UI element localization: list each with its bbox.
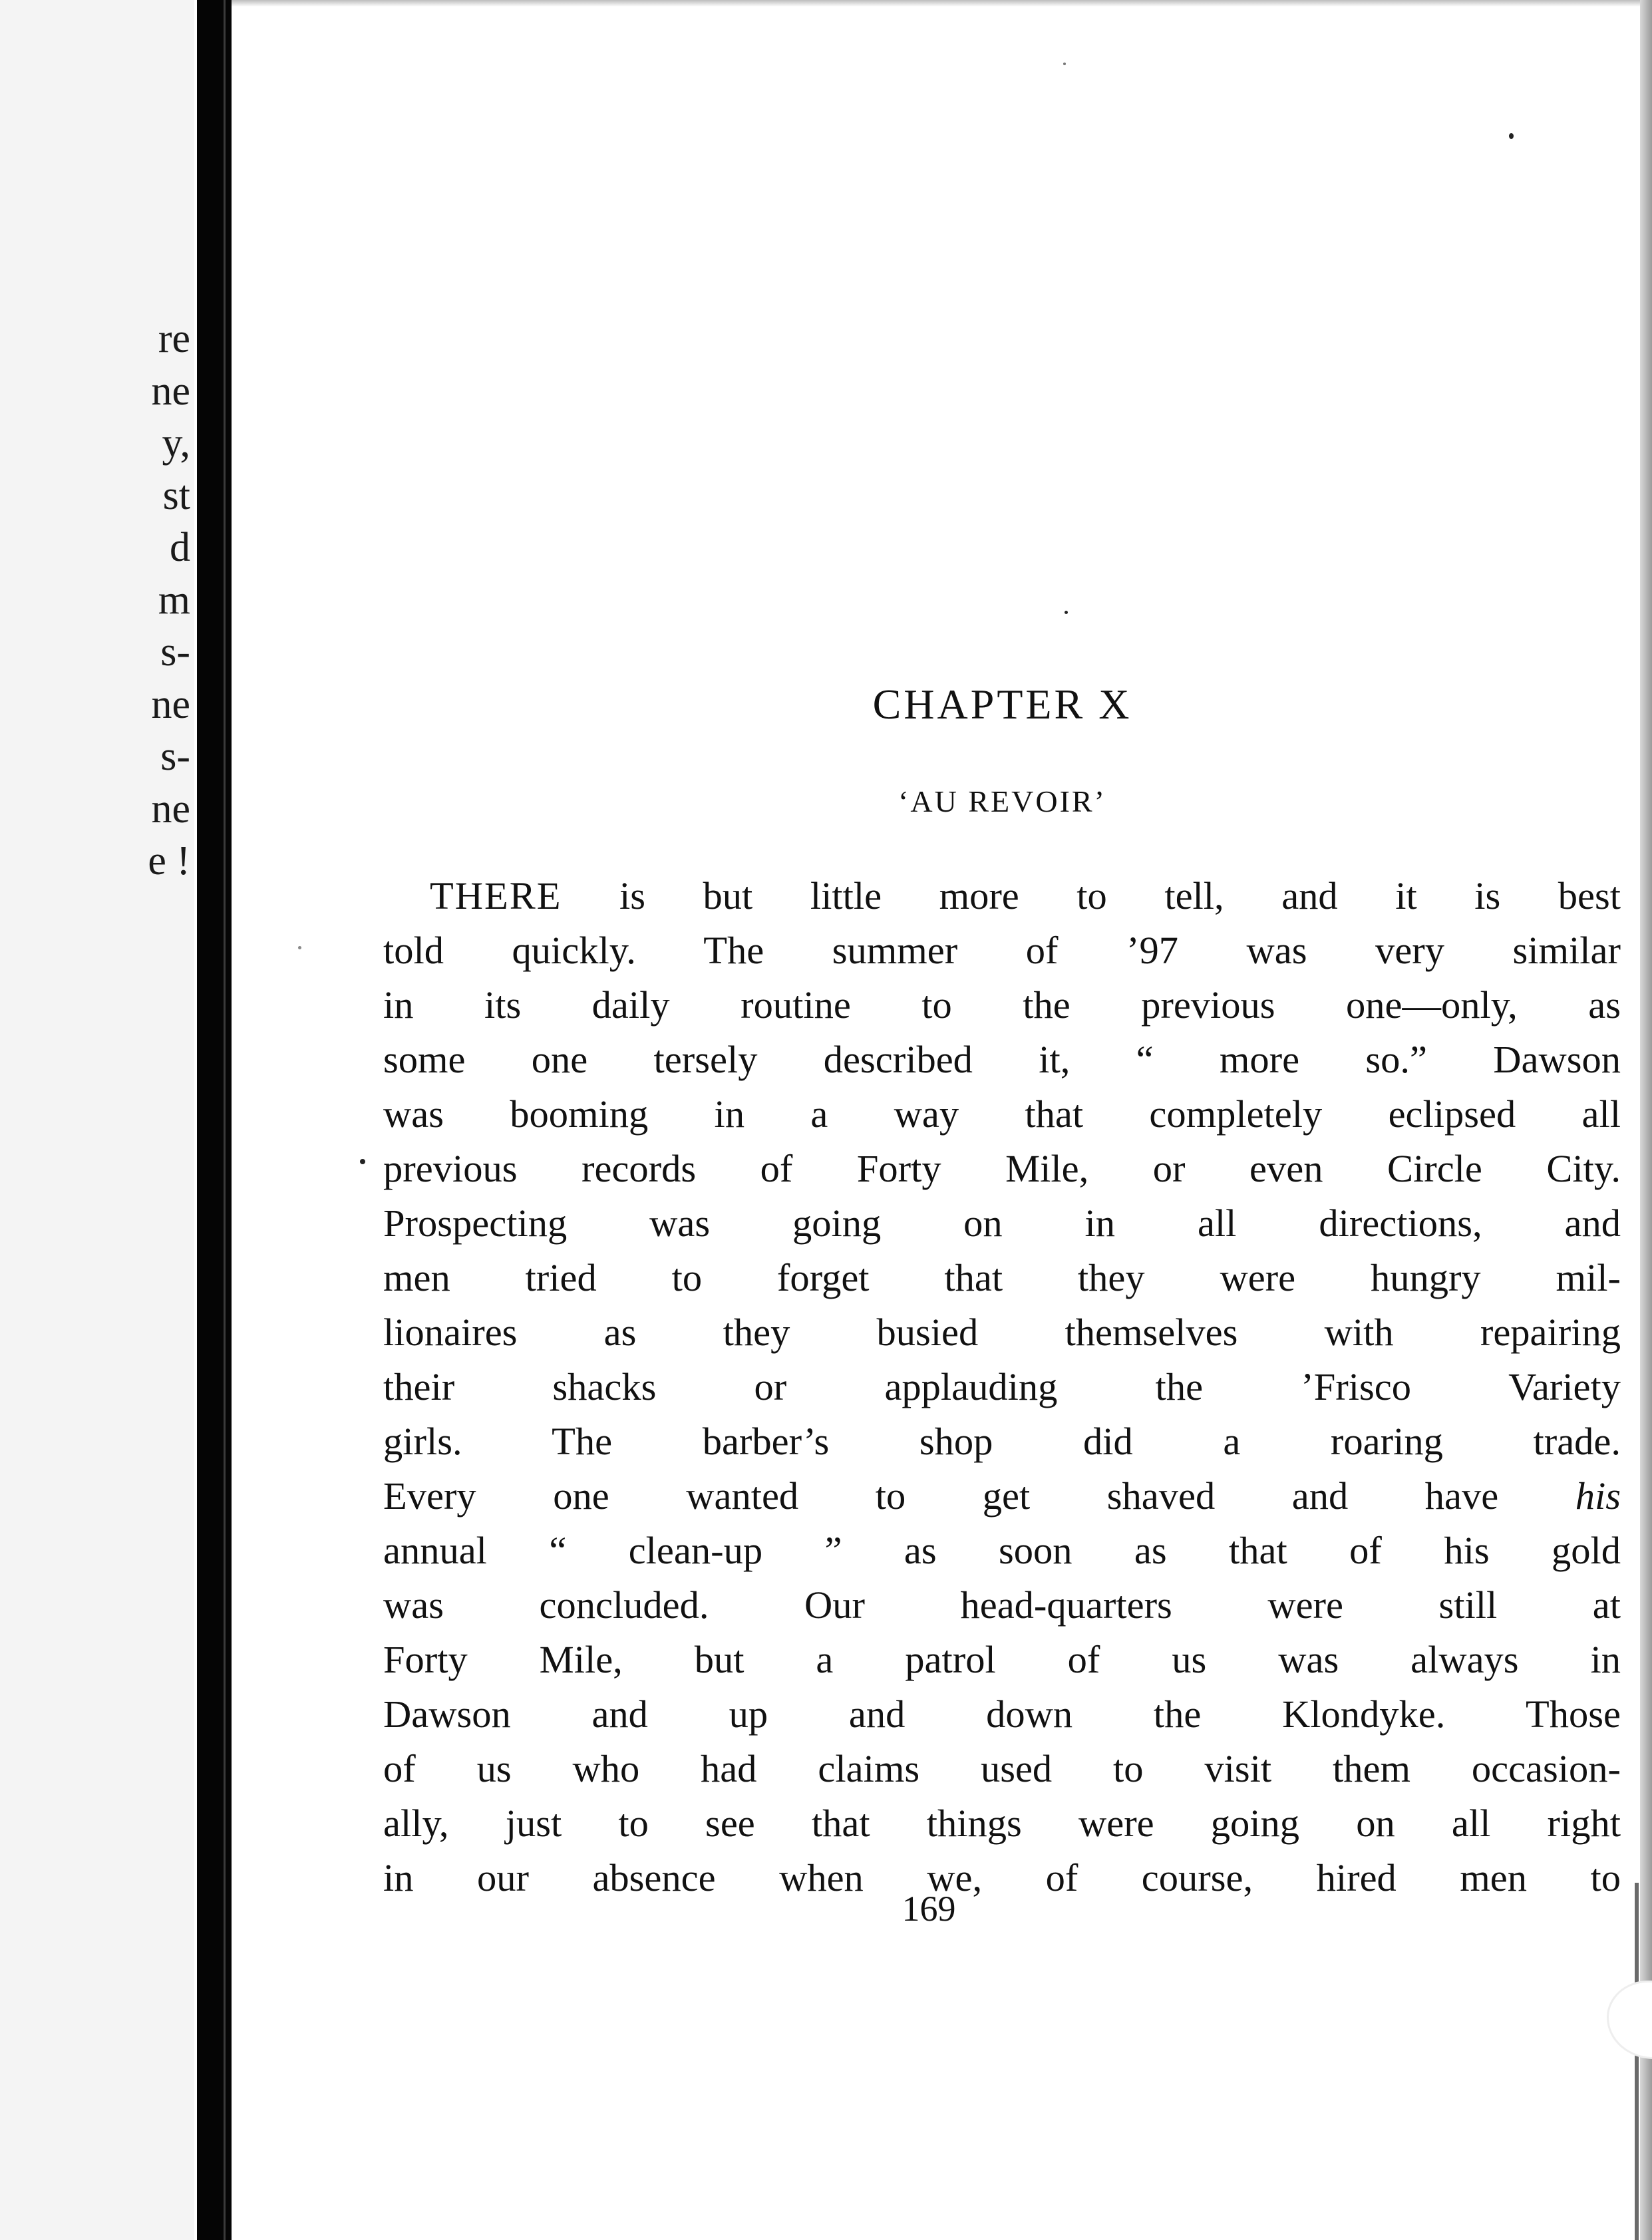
ink-speck bbox=[1065, 611, 1068, 614]
ink-speck bbox=[360, 1159, 365, 1164]
page-right-edge bbox=[1640, 0, 1652, 2240]
body-line: Dawson and up and down the Klondyke. Those bbox=[383, 1692, 1621, 1736]
body-line: in its daily routine to the previous one—only, as bbox=[383, 983, 1621, 1027]
body-line: told quickly. The summer of ’97 was very similar bbox=[383, 929, 1621, 972]
body-line bbox=[383, 869, 1621, 923]
body-line bbox=[383, 1469, 1621, 1523]
chapter-subtitle: ‘AU REVOIR’ bbox=[898, 784, 1106, 818]
body-line: annual “ clean-up ” as soon as that of his gold bbox=[383, 1529, 1621, 1572]
body-line-text: is but little more to tell, and it is best bbox=[562, 874, 1621, 917]
body-line: Forty Mile, but a patrol of us was always in bbox=[383, 1638, 1621, 1681]
body-line: ally, just to see that things were going on all right bbox=[383, 1802, 1621, 1845]
body-line: lionaires as they busied themselves with repairing bbox=[383, 1311, 1621, 1354]
book-gutter bbox=[197, 0, 232, 2240]
fragment-line: s- bbox=[160, 629, 190, 675]
body-line: girls. The barber’s shop did a roaring trade. bbox=[383, 1420, 1621, 1463]
fragment-line: y, bbox=[162, 420, 190, 466]
ink-speck bbox=[1509, 133, 1514, 139]
ink-speck bbox=[298, 946, 301, 949]
book-page bbox=[232, 0, 1640, 2240]
ink-speck bbox=[1063, 63, 1066, 65]
facing-page-text bbox=[148, 313, 190, 887]
fragment-line: d bbox=[170, 525, 190, 570]
body-line: of us who had claims used to visit them occasion- bbox=[383, 1747, 1621, 1790]
gutter-edge bbox=[224, 0, 226, 2240]
page-number: 169 bbox=[902, 1889, 956, 1929]
emphasis-word: his bbox=[1575, 1474, 1621, 1518]
fragment-line: st bbox=[162, 472, 190, 518]
body-line: Prospecting was going on in all directions, and bbox=[383, 1201, 1621, 1245]
body-line: some one tersely described it, “ more so.” Dawson bbox=[383, 1038, 1621, 1081]
fragment-line: m bbox=[158, 577, 190, 623]
body-line: men tried to forget that they were hungry mil- bbox=[383, 1256, 1621, 1299]
body-line: was concluded. Our head-quarters were still at bbox=[383, 1583, 1621, 1627]
opening-word: THERE bbox=[430, 874, 562, 917]
fragment-line: s- bbox=[160, 734, 190, 779]
chapter-title: CHAPTER X bbox=[872, 681, 1132, 728]
body-line: in our absence when we, of course, hired men to bbox=[383, 1856, 1621, 1899]
body-line-text: Every one wanted to get shaved and have bbox=[383, 1474, 1575, 1518]
fragment-line: ne bbox=[151, 786, 190, 832]
body-line: their shacks or applauding the ’Frisco Variety bbox=[383, 1365, 1621, 1408]
fragment-line: ne bbox=[151, 368, 190, 414]
facing-page bbox=[0, 0, 194, 2240]
body-line: previous records of Forty Mile, or even Circle City. bbox=[383, 1147, 1621, 1190]
fragment-line: e ! bbox=[148, 838, 190, 883]
body-line: was booming in a way that completely eclipsed all bbox=[383, 1092, 1621, 1136]
paper-blemish bbox=[1609, 1983, 1652, 2057]
fragment-line: ne bbox=[151, 681, 190, 727]
chapter-body bbox=[383, 869, 1621, 1905]
fragment-line: re bbox=[158, 316, 190, 361]
